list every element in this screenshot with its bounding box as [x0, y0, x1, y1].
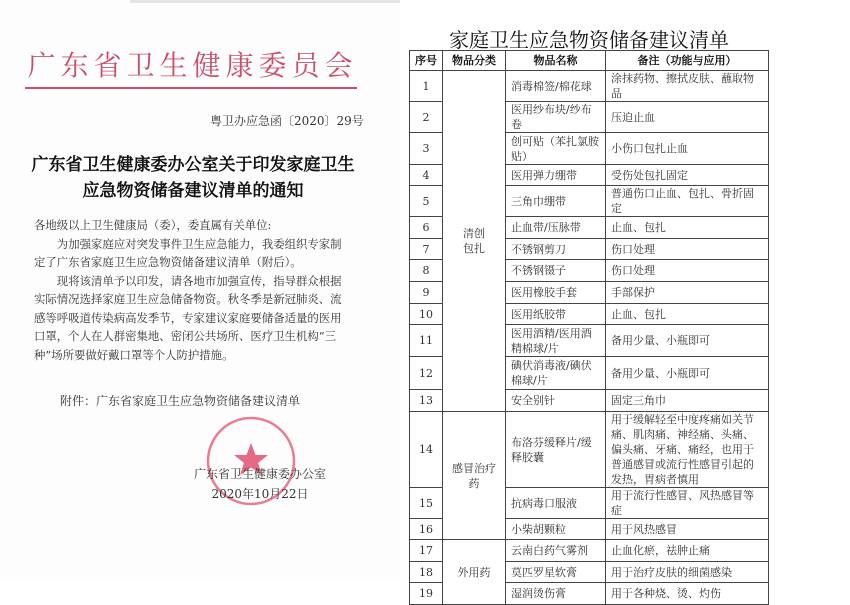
item-name: 莫匹罗星软膏 — [506, 562, 606, 583]
checklist-title: 家庭卫生应急物资储备建议清单 — [449, 28, 729, 52]
item-note: 备用少量、小瓶即可 — [606, 325, 769, 357]
table-row — [410, 71, 769, 102]
item-name: 不锈钢剪刀 — [506, 239, 606, 260]
item-name: 布洛芬缓释片/缓释胶囊 — [506, 412, 606, 488]
org-header: 广东省卫生健康委员会 — [27, 49, 358, 82]
row-number: 7 — [410, 239, 443, 260]
item-note: 固定三角巾 — [606, 390, 769, 412]
item-note: 止血、包扎 — [606, 304, 769, 325]
item-note: 用于流行性感冒、风热感冒等症 — [606, 488, 769, 519]
row-number: 10 — [410, 304, 443, 325]
row-number: 13 — [410, 390, 443, 412]
row-number: 19 — [410, 583, 443, 605]
row-number: 2 — [410, 102, 443, 133]
notice-body — [34, 216, 352, 364]
row-number: 11 — [410, 325, 443, 357]
item-note: 备用少量、小瓶即可 — [606, 357, 769, 390]
item-name: 小柴胡颗粒 — [506, 519, 606, 540]
item-name: 安全别针 — [506, 390, 606, 412]
row-number: 1 — [410, 71, 443, 102]
item-name: 止血带/压脉带 — [506, 217, 606, 239]
page-edge-shadow — [130, 0, 400, 3]
item-note: 伤口处理 — [606, 260, 769, 282]
category-cell: 感冒治疗药 — [443, 412, 506, 540]
row-number: 12 — [410, 357, 443, 390]
red-divider — [25, 87, 357, 89]
item-note: 用于各种烧、烫、灼伤 — [606, 583, 769, 605]
row-number: 18 — [410, 562, 443, 583]
table-header-row — [410, 51, 769, 71]
item-note: 伤口处理 — [606, 239, 769, 260]
table-row — [410, 540, 769, 562]
header-no: 序号 — [410, 51, 443, 71]
row-number: 14 — [410, 412, 443, 488]
item-note: 压迫止血 — [606, 102, 769, 133]
item-note: 止血化瘀，祛肿止痛 — [606, 540, 769, 562]
row-number: 3 — [410, 133, 443, 165]
signature: 广东省卫生健康委办公室 — [193, 467, 326, 481]
salutation: 各地级以上卫生健康局（委），委直属有关单位: — [34, 218, 272, 232]
item-name: 医用弹力绷带 — [506, 165, 606, 186]
notice-page — [0, 0, 400, 580]
item-name: 云南白药气雾剂 — [506, 540, 606, 562]
paragraph-1: 为加强家庭应对突发事件卫生应急能力，我委组织专家制定了广东省家庭卫生应急物资储备建议清单（附后）。 — [34, 236, 342, 269]
item-note: 受伤处包扎固定 — [606, 165, 769, 186]
header-category: 物品分类 — [443, 51, 506, 71]
item-note: 用于治疗皮肤的细菌感染 — [606, 562, 769, 583]
item-note: 普通伤口止血、包扎、骨折固定 — [606, 186, 769, 217]
item-note: 小伤口包扎止血 — [606, 133, 769, 165]
item-name: 医用橡胶手套 — [506, 282, 606, 304]
category-cell: 外用药 — [443, 540, 506, 605]
paragraph-2: 现将该清单予以印发，请各地市加强宣传，指导群众根据实际情况选择家庭卫生应急储备物资。秋冬季是新冠肺炎、流感等呼吸道传染病高发季节，专家建议家庭要储备适量的医用口罩，个人在人群密集地、密闭公共场所、医疗卫生机构“三种”场所要做好戴口罩等个人防护措施。 — [34, 273, 342, 362]
category-cell: 清创 包扎 — [443, 71, 506, 412]
header-name: 物品名称 — [506, 51, 606, 71]
row-number: 6 — [410, 217, 443, 239]
item-name: 创可贴（苯扎氯胺贴） — [506, 133, 606, 165]
checklist-table — [409, 50, 769, 605]
item-name: 抗病毒口服液 — [506, 488, 606, 519]
row-number: 16 — [410, 519, 443, 540]
item-note: 用于缓解轻至中度疼痛如关节痛、肌肉痛、神经痛、头痛、偏头痛、牙痛、痛经，也用于普通感冒或流行性感冒引起的发热，胃病者慎用 — [606, 412, 769, 488]
row-number: 9 — [410, 282, 443, 304]
table-row — [410, 412, 769, 488]
item-name: 湿润烫伤膏 — [506, 583, 606, 605]
item-name: 医用酒精/医用酒精棉球/片 — [506, 325, 606, 357]
notice-title-line2: 应急物资储备建议清单的通知 — [82, 181, 304, 201]
item-note: 涂抹药物、擦拭皮肤、蘸取物品 — [606, 71, 769, 102]
header-note: 备注（功能与应用） — [606, 51, 769, 71]
item-note: 止血、包扎 — [606, 217, 769, 239]
row-number: 8 — [410, 260, 443, 282]
attachment-line: 附件：广东省家庭卫生应急物资储备建议清单 — [60, 394, 301, 408]
row-number: 5 — [410, 186, 443, 217]
item-name: 碘伏消毒液/碘伏棉球/片 — [506, 357, 606, 390]
row-number: 17 — [410, 540, 443, 562]
row-number: 4 — [410, 165, 443, 186]
item-name: 消毒棉签/棉花球 — [506, 71, 606, 102]
item-name: 不锈钢镊子 — [506, 260, 606, 282]
item-note: 用于风热感冒 — [606, 519, 769, 540]
row-number: 15 — [410, 488, 443, 519]
signature-date: 2020年10月22日 — [211, 487, 309, 501]
item-note: 手部保护 — [606, 282, 769, 304]
item-name: 三角巾绷带 — [506, 186, 606, 217]
doc-number: 粤卫办应急函〔2020〕29号 — [210, 114, 364, 128]
item-name: 医用纱布块/纱布卷 — [506, 102, 606, 133]
item-name: 医用纸胶带 — [506, 304, 606, 325]
notice-title-line1: 广东省卫生健康委办公室关于印发家庭卫生 — [31, 155, 355, 175]
